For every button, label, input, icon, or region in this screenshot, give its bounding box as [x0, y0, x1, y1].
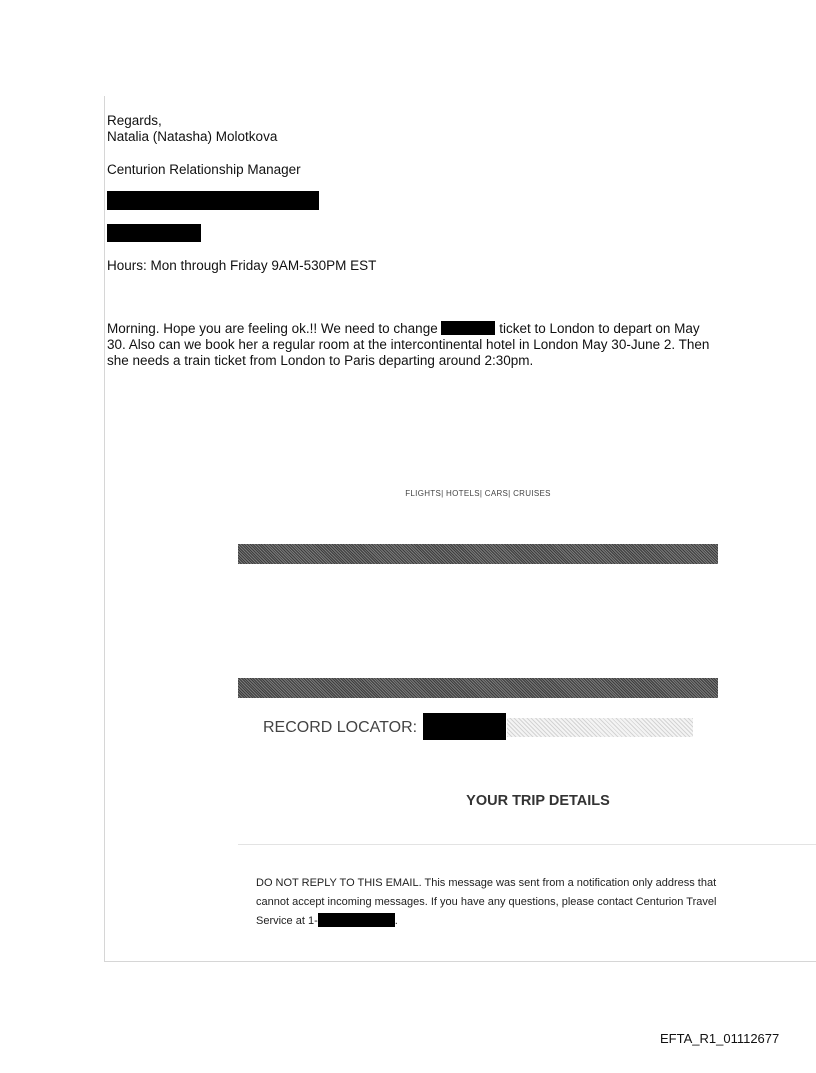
- record-locator-label: RECORD LOCATOR:: [263, 719, 418, 736]
- message-line-1-end: ticket to London to depart on May: [499, 321, 700, 336]
- redacted-passenger-name: [441, 321, 495, 335]
- message-line-1-start: Morning. Hope you are feeling ok.!! We need to change: [107, 321, 438, 336]
- regards-text: Regards,: [107, 113, 162, 128]
- document-id: EFTA_R1_01112677: [660, 1031, 780, 1046]
- notice-line-3-start: Service at 1-: [256, 915, 318, 927]
- notice-line-3-end: .: [394, 915, 398, 927]
- redacted-phone-number: [318, 913, 395, 927]
- sender-name: Natalia (Natasha) Molotkova: [107, 129, 278, 144]
- message-line-3: she needs a train ticket from London to Paris departing around 2:30pm.: [107, 353, 534, 368]
- notice-line-2: cannot accept incoming messages. If you have any questions, please contact Centurion Travel: [256, 896, 717, 908]
- message-line-2: 30. Also can we book her a regular room at the intercontinental hotel in London May 30-June 2. Then: [107, 337, 710, 352]
- redacted-record-locator: [423, 713, 506, 740]
- message-body: [107, 321, 767, 369]
- travel-nav-links[interactable]: FLIGHTS| HOTELS| CARS| CRUISES: [405, 489, 551, 498]
- trip-details-divider: [238, 844, 816, 845]
- redacted-section-banner: [238, 678, 718, 698]
- trip-details-title: YOUR TRIP DETAILS: [466, 793, 610, 809]
- bottom-border-rule: [104, 961, 816, 962]
- business-hours: Hours: Mon through Friday 9AM-530PM EST: [107, 258, 377, 273]
- record-locator-hatch: [507, 718, 693, 737]
- left-border-rule: [104, 96, 105, 962]
- redacted-header-banner: [238, 544, 718, 564]
- no-reply-notice: [256, 874, 796, 931]
- redacted-contact-line-2: [107, 224, 201, 242]
- notice-line-1: DO NOT REPLY TO THIS EMAIL. This message was sent from a notification only address that: [256, 877, 717, 889]
- sender-title: Centurion Relationship Manager: [107, 162, 301, 177]
- redacted-contact-line-1: [107, 191, 319, 210]
- message-line-1: [107, 321, 767, 337]
- notice-line-3: [256, 912, 796, 931]
